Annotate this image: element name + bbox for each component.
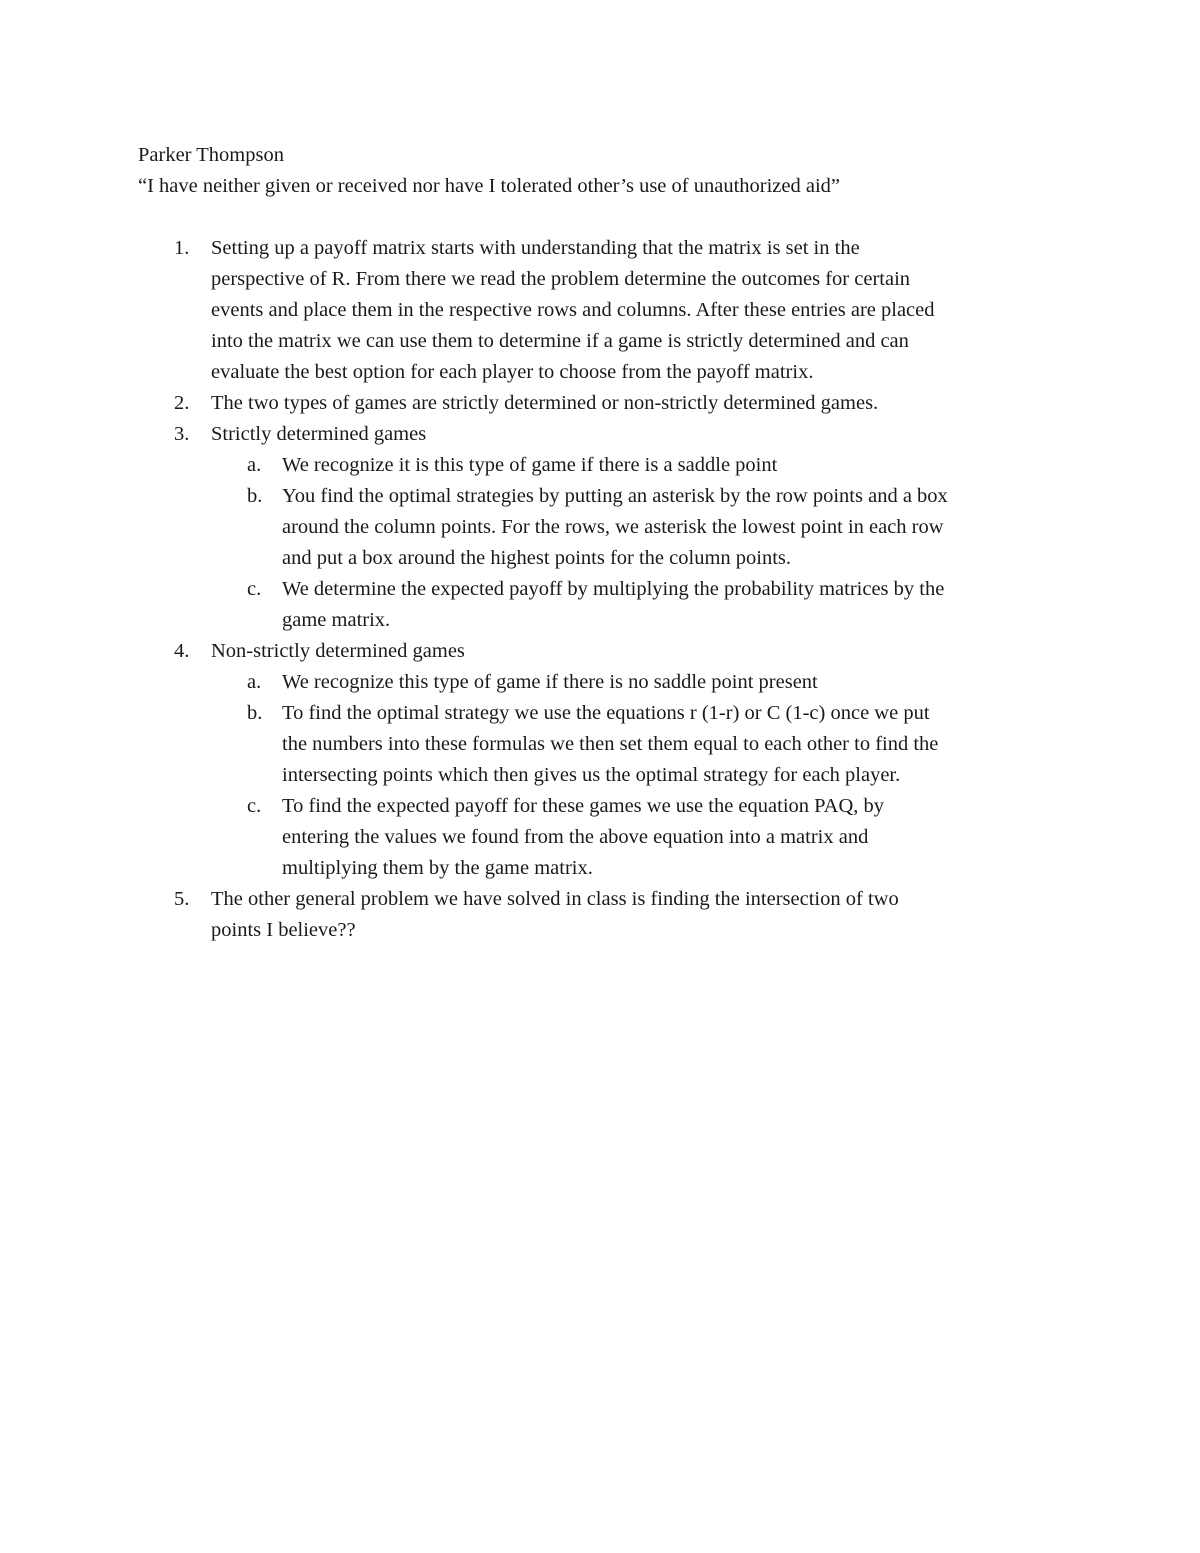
list-item-number: 2. (174, 392, 190, 414)
lettered-sublist (211, 450, 1068, 636)
list-item (138, 233, 1068, 388)
sublist-item-letter: a. (247, 671, 262, 693)
list-item-text-line: The two types of games are strictly determined or non-strictly determined games. (211, 392, 879, 414)
sublist-item-text-line: game matrix. (282, 609, 391, 631)
list-item-number: 5. (174, 888, 190, 910)
sublist-item-text-line: multiplying them by the game matrix. (282, 857, 593, 879)
sublist-item (211, 574, 1068, 636)
list-item-text-line: perspective of R. From there we read the problem determine the outcomes for certain (211, 268, 911, 290)
sublist-item (211, 450, 1068, 481)
sublist-item-text-line: You find the optimal strategies by putting an asterisk by the row points and a box (282, 485, 948, 507)
sublist-item-text-line: and put a box around the highest points for the column points. (282, 547, 792, 569)
list-item-text-line: Setting up a payoff matrix starts with understanding that the matrix is set in the (211, 237, 860, 259)
sublist-item-letter: c. (247, 578, 262, 600)
list-item-text-line: Strictly determined games (211, 423, 427, 445)
list-item (138, 419, 1068, 636)
list-item-number: 4. (174, 640, 190, 662)
list-item-number: 3. (174, 423, 190, 445)
sublist-item-text-line: We determine the expected payoff by multiplying the probability matrices by the (282, 578, 945, 600)
list-item (138, 636, 1068, 884)
document-body (138, 140, 1068, 946)
sublist-item (211, 791, 1068, 884)
list-item-text-line: points I believe?? (211, 919, 356, 941)
sublist-item (211, 698, 1068, 791)
list-item-text-line: events and place them in the respective rows and columns. After these entries are placed (211, 299, 935, 321)
numbered-list (138, 233, 1068, 946)
honor-pledge: “I have neither given or received nor have I tolerated other’s use of unauthorized aid” (138, 175, 841, 197)
sublist-item-text-line: the numbers into these formulas we then set them equal to each other to find the (282, 733, 939, 755)
sublist-item-text-line: To find the optimal strategy we use the equations r (1-r) or C (1-c) once we put (282, 702, 930, 724)
list-item-text-line: into the matrix we can use them to determine if a game is strictly determined and can (211, 330, 909, 352)
author-name: Parker Thompson (138, 144, 284, 166)
sublist-item-text-line: To find the expected payoff for these games we use the equation PAQ, by (282, 795, 885, 817)
sublist-item-text-line: We recognize it is this type of game if there is a saddle point (282, 454, 778, 476)
sublist-item (211, 481, 1068, 574)
sublist-item-text-line: around the column points. For the rows, we asterisk the lowest point in each row (282, 516, 944, 538)
list-item-text-line: Non-strictly determined games (211, 640, 465, 662)
list-item (138, 884, 1068, 946)
list-item (138, 388, 1068, 419)
sublist-item-text-line: entering the values we found from the above equation into a matrix and (282, 826, 869, 848)
sublist-item-text-line: We recognize this type of game if there is no saddle point present (282, 671, 818, 693)
list-item-text-line: The other general problem we have solved in class is finding the intersection of two (211, 888, 899, 910)
sublist-item-letter: b. (247, 702, 263, 724)
sublist-item-text-line: intersecting points which then gives us the optimal strategy for each player. (282, 764, 901, 786)
list-item-number: 1. (174, 237, 190, 259)
sublist-item (211, 667, 1068, 698)
sublist-item-letter: b. (247, 485, 263, 507)
list-item-text-line: evaluate the best option for each player to choose from the payoff matrix. (211, 361, 814, 383)
sublist-item-letter: a. (247, 454, 262, 476)
lettered-sublist (211, 667, 1068, 884)
sublist-item-letter: c. (247, 795, 262, 817)
